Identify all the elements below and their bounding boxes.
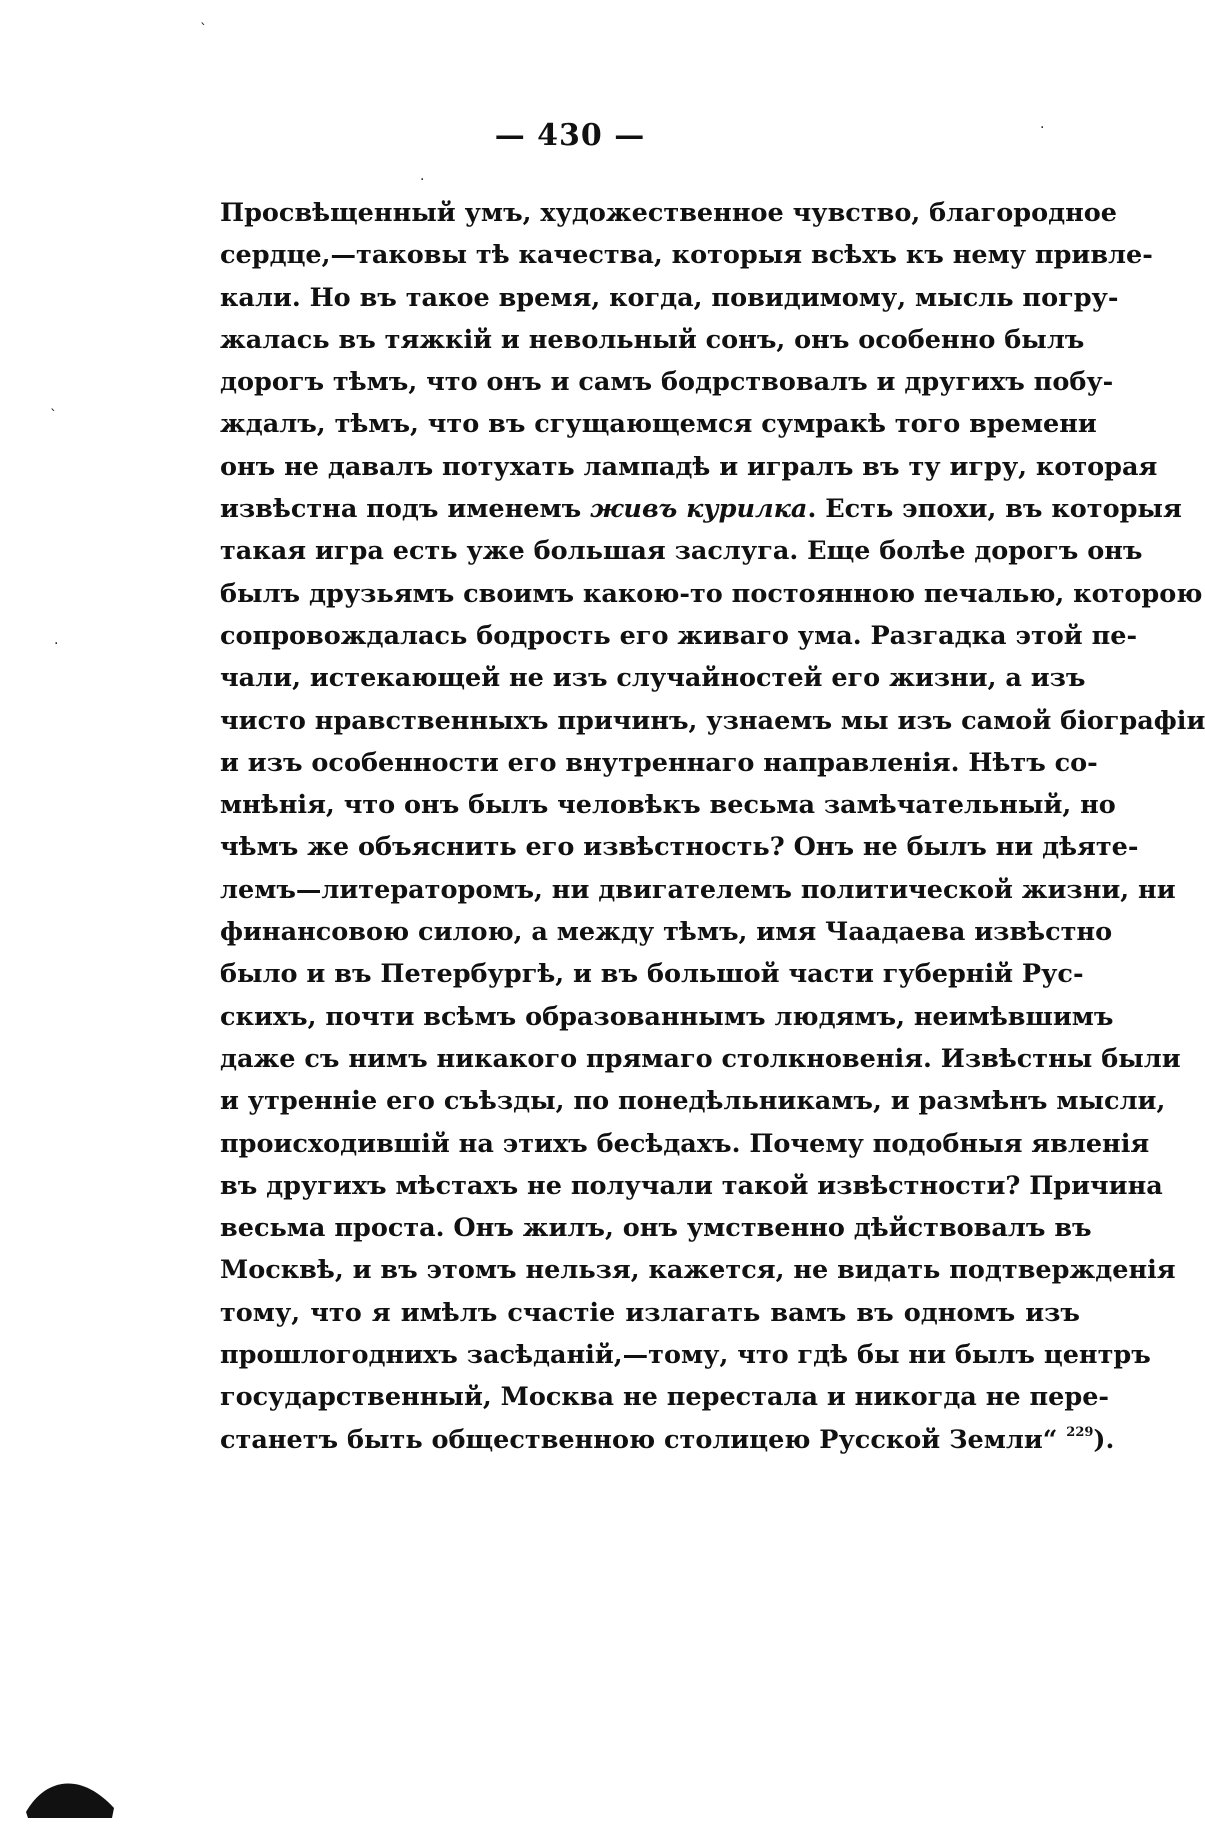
body-text [220, 192, 1205, 1461]
text-line: и изъ особенности его внутреннаго направленія. Нѣтъ со- [220, 747, 1098, 778]
scan-mark: ˋ [200, 22, 207, 38]
text-line: былъ друзьямъ своимъ какою-то постоянною печалью, которою [220, 578, 1203, 609]
text-line: чали, истекающей не изъ случайностей его жизни, а изъ [220, 663, 1086, 694]
text-line: государственный, Москва не перестала и никогда не пере- [220, 1382, 1110, 1413]
text-line: кали. Но въ такое время, когда, повидимому, мысль погру- [220, 282, 1119, 313]
text-line: финансовою силою, а между тѣмъ, имя Чаадаева извѣстно [220, 917, 1113, 948]
page-number: — 430 — [494, 118, 646, 153]
library-stamp-icon [24, 1760, 116, 1820]
text-line: было и въ Петербургѣ, и въ большой части губерній Рус- [220, 959, 1084, 990]
text-line: жалась въ тяжкій и невольный сонъ, онъ особенно былъ [220, 324, 1085, 355]
text-line: мнѣнія, что онъ былъ человѣкъ весьма замѣчательный, но [220, 790, 1116, 821]
text-line: чѣмъ же объяснить его извѣстность? Онъ не былъ ни дѣяте- [220, 832, 1139, 863]
text-line: даже съ нимъ никакого прямаго столкновенія. Извѣстны были [220, 1043, 1181, 1074]
scan-mark: · [1040, 120, 1045, 136]
text-line: скихъ, почти всѣмъ образованнымъ людямъ, неимѣвшимъ [220, 1001, 1114, 1032]
text-line: чисто нравственныхъ причинъ, узнаемъ мы изъ самой біографіи [220, 705, 1205, 736]
text-line: и утренніе его съѣзды, по понедѣльникамъ, и размѣнъ мысли, [220, 1086, 1166, 1117]
footnote-reference: 229 [1066, 1424, 1094, 1440]
text-line: происходившій на этихъ бесѣдахъ. Почему подобныя явленія [220, 1128, 1150, 1159]
italic-phrase: живъ курилка [590, 494, 808, 525]
text-line: ждалъ, тѣмъ, что въ сгущающемся сумракѣ того времени [220, 409, 1097, 440]
scan-mark: ˋ [50, 408, 57, 424]
text-line: извѣстна подъ именемъ живъ курилка. Есть эпохи, въ которыя [220, 494, 1182, 525]
text-line: Москвѣ, и въ этомъ нельзя, кажется, не видать подтвержденія [220, 1255, 1176, 1286]
text-line: сопровождалась бодрость его живаго ума. Разгадка этой пе- [220, 620, 1138, 651]
text-line: онъ не давалъ потухать лампадѣ и игралъ въ ту игру, которая [220, 451, 1158, 482]
scan-mark: · [420, 172, 425, 188]
text-line: станетъ быть общественною столицею Русской Земли“ $^{229}$). [220, 1424, 1115, 1455]
text-line: Просвѣщенный умъ, художественное чувство, благородное [220, 198, 1117, 228]
text-line: прошлогоднихъ засѣданій,—тому, что гдѣ бы ни былъ центръ [220, 1340, 1151, 1371]
text-line: тому, что я имѣлъ счастіе излагать вамъ въ одномъ изъ [220, 1297, 1080, 1328]
text-line: весьма проста. Онъ жилъ, онъ умственно дѣйствовалъ въ [220, 1213, 1092, 1244]
text-line: лемъ—литераторомъ, ни двигателемъ политической жизни, ни [220, 874, 1176, 905]
text-line: дорогъ тѣмъ, что онъ и самъ бодрствовалъ и другихъ побу- [220, 367, 1114, 398]
text-line: въ другихъ мѣстахъ не получали такой извѣстности? Причина [220, 1170, 1163, 1201]
text-line: такая игра есть уже большая заслуга. Еще болѣе дорогъ онъ [220, 536, 1143, 567]
scan-mark: · [54, 636, 59, 652]
text-line: сердце,—таковы тѣ качества, которыя всѣхъ къ нему привле- [220, 240, 1153, 271]
